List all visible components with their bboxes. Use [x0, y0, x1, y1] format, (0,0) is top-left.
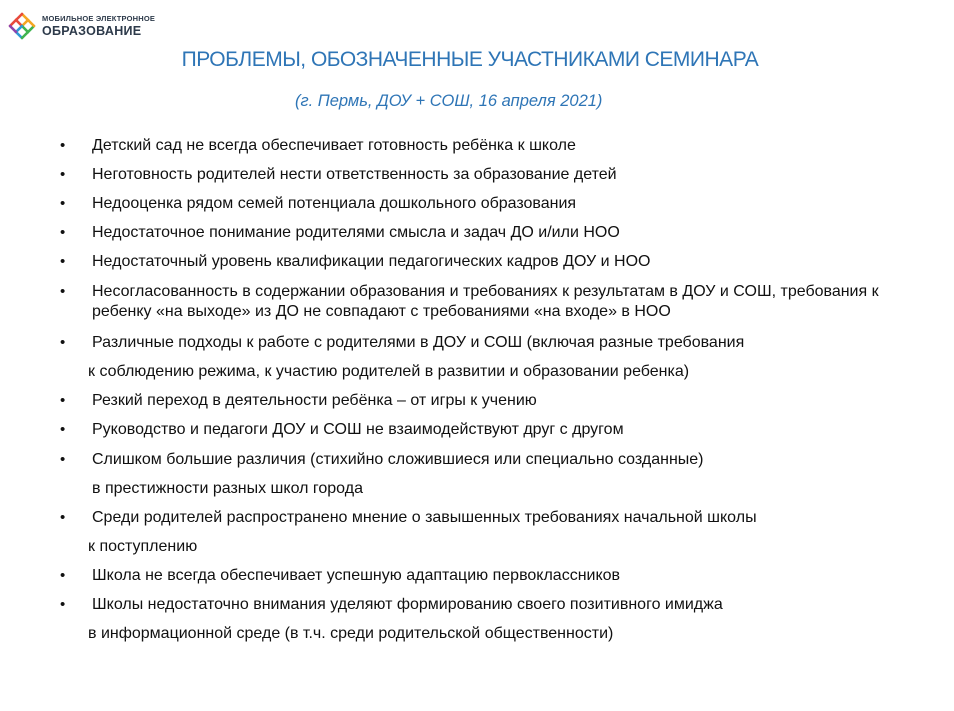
list-item-text: Школа не всегда обеспечивает успешную адаптацию первоклассников — [92, 567, 621, 584]
bullet: • — [60, 596, 66, 613]
list-item-text: Детский сад не всегда обеспечивает готовность ребёнка к школе — [92, 137, 576, 154]
list-item-text: Руководство и педагоги ДОУ и СОШ не взаимодействуют друг с другом — [92, 421, 624, 438]
bullet: • — [60, 166, 66, 183]
bullet: • — [60, 567, 66, 584]
bullet: • — [60, 392, 66, 409]
bullet: • — [60, 421, 66, 438]
bullet: • — [60, 509, 66, 526]
list-item-continuation: к соблюдению режима, к участию родителей в развитии и образовании ребенка) — [88, 363, 690, 380]
bullet: • — [60, 334, 66, 351]
page-title: ПРОБЛЕМЫ, ОБОЗНАЧЕННЫЕ УЧАСТНИКАМИ СЕМИНАРА — [181, 48, 759, 71]
list-item-text: Неготовность родителей нести ответственность за образование детей — [92, 166, 617, 183]
bullet: • — [60, 195, 66, 212]
list-item-text: Школы недостаточно внимания уделяют формированию своего позитивного имиджа — [92, 596, 723, 613]
bullet: • — [60, 137, 66, 154]
list-item-text: Среди родителей распространено мнение о завышенных требованиях начальной школы — [92, 509, 757, 526]
list-item-text: Слишком большие различия (стихийно сложившиеся или специально созданные) — [92, 451, 704, 468]
bullet: • — [60, 224, 66, 241]
list-item-continuation: к поступлению — [88, 538, 198, 555]
list-item-continuation: в информационной среде (в т.ч. среди родительской общественности) — [88, 625, 614, 642]
list-item-text: Резкий переход в деятельности ребёнка – от игры к учению — [92, 392, 537, 409]
bullet: • — [60, 253, 66, 270]
logo — [6, 10, 155, 42]
logo-icon — [6, 10, 38, 42]
list-item-text: Различные подходы к работе с родителями в ДОУ и СОШ (включая разные требования — [92, 334, 745, 351]
bullet: • — [60, 283, 66, 300]
list-item-text: Недостаточный уровень квалификации педагогических кадров ДОУ и НОО — [92, 253, 651, 270]
logo-line-big: ОБРАЗОВАНИЕ — [42, 23, 142, 38]
bullet: • — [60, 451, 66, 468]
list-item-text: Недооценка рядом семей потенциала дошкольного образования — [92, 195, 577, 212]
page-subtitle: (г. Пермь, ДОУ + СОШ, 16 апреля 2021) — [295, 92, 603, 110]
list-item-continuation: в престижности разных школ города — [92, 480, 363, 497]
list-item-text: Недостаточное понимание родителями смысла и задач ДО и/или НОО — [92, 224, 620, 241]
list-item-text: Несогласованность в содержании образования и требованиях к результатам в ДОУ и СОШ, требования к ребенку «на выходе» из ДО не совпадают с требованиями «на входе» в НОО — [92, 283, 879, 320]
logo-line-small: МОБИЛЬНОЕ ЭЛЕКТРОННОЕ — [42, 14, 156, 23]
